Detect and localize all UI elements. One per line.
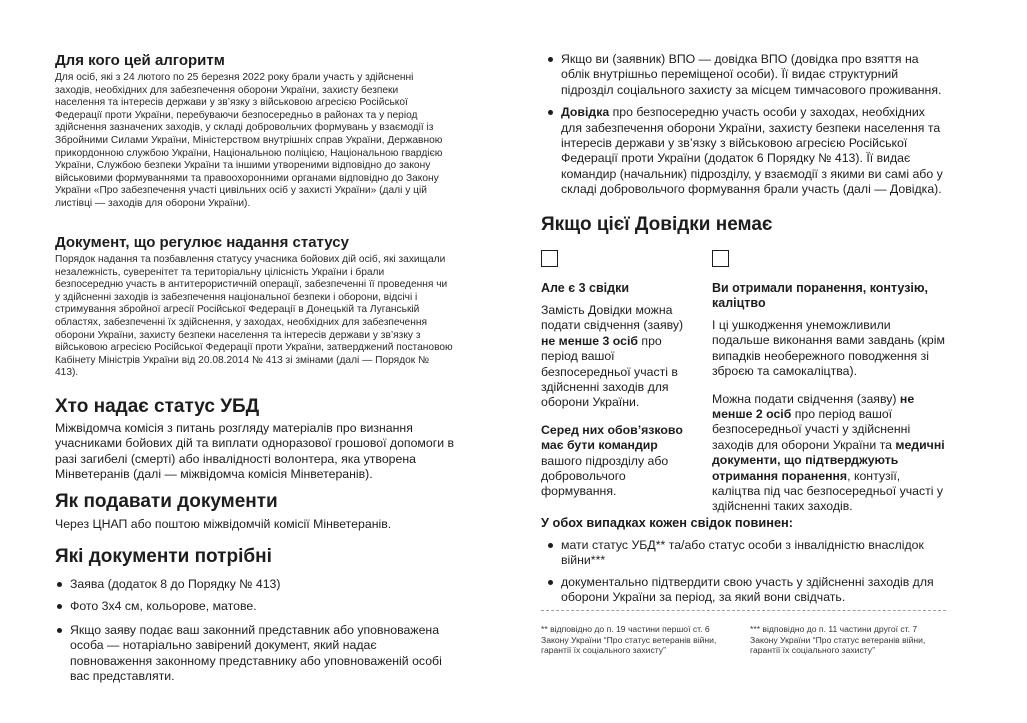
list-item: Якщо заяву подає ваш законний представник або уповноважена особа — нотаріально завірений документ, який надає повноваження законному представнику або уповноваженій особі вас представляти. <box>55 623 450 685</box>
bullet-icon <box>57 582 62 587</box>
list-item: документально підтвердити свою участь у здійсненні заходів для оборони України за період, за який вони свідчать. <box>546 575 946 606</box>
checkbox-witnesses[interactable] <box>541 250 558 267</box>
list-item: мати статус УБД** та/або статус особи з інвалідністю внаслідок війни*** <box>546 538 946 569</box>
list-item: Заява (додаток 8 до Порядку № 413) <box>55 577 450 592</box>
witnesses-option <box>541 281 686 500</box>
algorithm-heading: Для кого цей алгоритм <box>55 52 225 69</box>
footnote-divider <box>541 610 946 611</box>
regulation-heading: Документ, що регулює надання статусу <box>55 234 349 251</box>
witnesses-heading: Але є 3 свідки <box>541 281 630 295</box>
both-cases-heading: У обох випадках кожен свідок повинен: <box>541 515 794 530</box>
documents-heading: Які документи потрібні <box>55 546 272 567</box>
regulation-text: Порядок надання та позбавлення статусу учасника бойових дій осіб, які захищали незалежність, суверенітет та територіальну цілісність України і брали безпосередню участь в антитерористичній операції, забезпеченні її проведення чи у здійсненні заходів із забезпечення національної безпеки і оборони, відсічі і стримування збройної агресії Російської Федерації в Донецькій та Луганській областях, забезпеченні їх здійснення, у заходах, необхідних для забезпечення оборони України, захисту безпеки населення та інтересів держави у зв’язку з військовою агресією Російської Федерації проти України, затверджений постановою Кабінету Міністрів України від 20.08.2014 № 413 зі змінами (далі — Порядок № 413). <box>55 254 453 379</box>
algorithm-text: Для осіб, які з 24 лютого по 25 березня 2022 року брали участь у здійсненні заходів, необхідних для забезпечення оборони України, захисту безпеки населення та інтересів держави у зв’язку з військовою агресією Російської Федерації проти України, перебуваючи безпосередньо в районах та у період здійснення зазначених заходів, у складі добровольчих формувань у взаємодії із Збройними Силами України, Міністерством внутрішніх справ України, Державною прикордонною службою України, Національною поліцією, Національною гвардією України, Службою безпеки України та іншими утвореними відповідно до закону військовими формуваннями та правоохоронними органами відповідно до Закону України «Про забезпечення участі цивільних осіб у захисті України» (далі у цій листівці — заходів для оборони України). <box>55 72 443 209</box>
bullet-icon <box>548 57 553 62</box>
checkbox-injured[interactable] <box>712 250 729 267</box>
bullet-icon <box>57 628 62 633</box>
required-docs-continued <box>546 52 946 198</box>
witnesses-text: Замість Довідки можна подати свідчення (заяву) не менше 3 осіб про період вашої безпосередньої участі в здійсненні заходів для оборони України. <box>541 303 684 410</box>
footnote-2: *** відповідно до п. 11 частини другої ст. 7 Закону України “Про статус ветеранів війни, гарантії їх соціального захисту” <box>750 624 926 656</box>
commander-text: Серед них обов’язково має бути командир вашого підрозділу або добровольчого формування. <box>541 422 683 499</box>
bullet-icon <box>548 580 553 585</box>
who-grants-heading: Хто надає статус УБД <box>55 396 260 417</box>
witness-requirements-list <box>546 538 946 606</box>
no-certificate-heading: Якщо цієї Довідки немає <box>541 214 773 235</box>
injured-text: І ці ушкодження унеможливили подальше виконання вами завдань (крім випадків необережного поводження зі зброєю та самокаліцтва). <box>712 318 945 379</box>
bullet-icon <box>57 604 62 609</box>
injured-statement-text: Можна подати свідчення (заяву) не менше 2 осіб про період вашої безпосередньої участі у здійсненні заходів для оборони України та медичні документи, що підтверджують отримання поранення, контузії, каліцтва під час безпосередньої участі у здійсненні таких заходів. <box>712 391 945 514</box>
bullet-icon <box>548 543 553 548</box>
who-grants-text: Міжвідомча комісія з питань розгляду матеріалів про визнання учасниками бойових дій та виплати одноразової грошової допомоги в разі загибелі (смерті) або інвалідності волонтера, яка утворена Мінветеранів (далі — міжвідомча комісія Мінветеранів). <box>55 421 455 482</box>
injured-heading: Ви отримали поранення, контузію, каліцтво <box>712 281 929 310</box>
list-item: Фото 3х4 см, кольорове, матове. <box>55 599 450 614</box>
footnote-1: ** відповідно до п. 19 частини першої ст. 6 Закону України “Про статус ветеранів війни, гарантії їх соціального захисту” <box>541 624 717 656</box>
injured-option <box>712 281 946 515</box>
list-item: Якщо ви (заявник) ВПО — довідка ВПО (довідка про взяття на облік внутрішньо переміщеної особи). Її видає структурний підрозділ соціального захисту за місцем тимчасового проживання. <box>546 52 946 98</box>
how-submit-heading: Як подавати документи <box>55 491 278 512</box>
bullet-icon <box>548 110 553 115</box>
list-item: Довідка про безпосередню участь особи у заходах, необхідних для забезпечення оборони України, захисту безпеки населення та інтересів держави у зв’язку з військовою агресією Російської Федерації проти України (додаток 6 Порядку № 413). Її видає командир (начальник) підрозділу, у взаємодії з якими ви самі або у складі добровольчого формування брали участь (далі — Довідка). <box>546 105 946 197</box>
documents-list <box>55 577 450 684</box>
how-submit-text: Через ЦНАП або поштою міжвідомчій комісії Мінветеранів. <box>55 517 392 531</box>
